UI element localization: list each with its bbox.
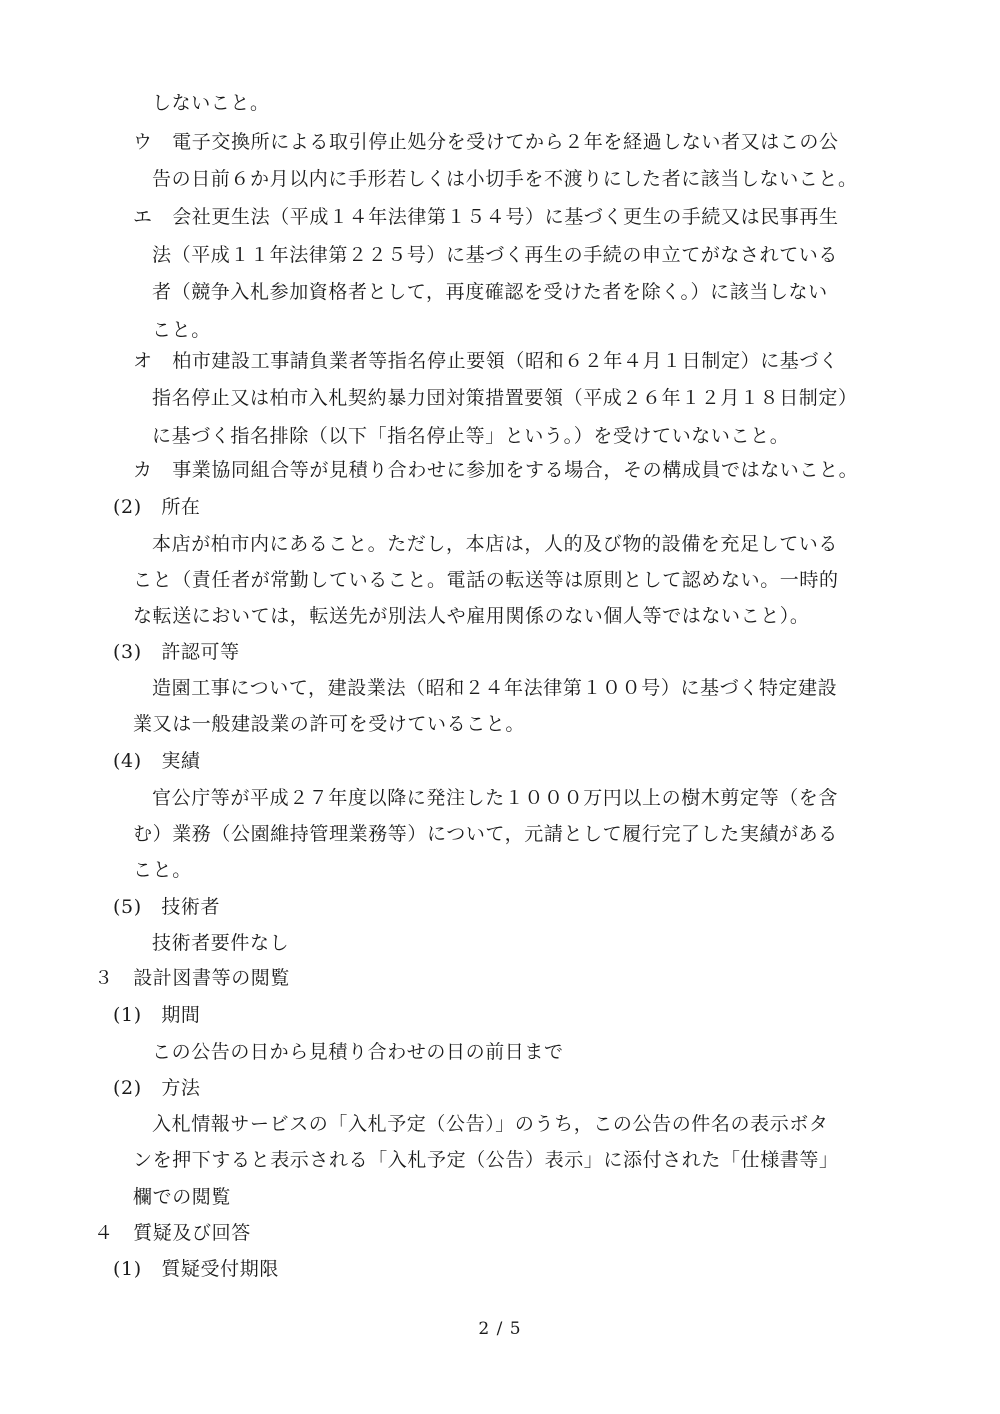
text-line: 法（平成１１年法律第２２５号）に基づく再生の手続の申立てがなされている (152, 244, 839, 266)
page-number: 2 / 5 (478, 1319, 522, 1339)
text-line: こと（責任者が常勤していること。電話の転送等は原則として認めない。一時的 (133, 569, 839, 591)
text-line: 本店が柏市内にあること。ただし，本店は，人的及び物的設備を充足している (152, 533, 839, 555)
text-line: な転送においては，転送先が別法人や雇用関係のない個人等ではないこと）。 (133, 605, 810, 627)
text-line: こと。 (133, 859, 192, 881)
text-line: カ 事業協同組合等が見積り合わせに参加をする場合，その構成員ではないこと。 (133, 459, 859, 481)
text-line: ウ 電子交換所による取引停止処分を受けてから２年を経過しない者又はこの公 (133, 131, 839, 153)
text-line: エ 会社更生法（平成１４年法律第１５４号）に基づく更生の手続又は民事再生 (133, 206, 839, 228)
text-line: しないこと。 (152, 92, 270, 114)
text-line: 業又は一般建設業の許可を受けていること。 (133, 713, 526, 735)
section-heading: (1) 期間 (113, 1004, 201, 1026)
text-line: に基づく指名排除（以下「指名停止等」という。）を受けていないこと。 (152, 425, 790, 447)
text-line: 官公庁等が平成２７年度以降に発注した１０００万円以上の樹木剪定等（を含 (152, 787, 839, 809)
section-heading: ３ 設計図書等の閲覧 (94, 967, 291, 989)
text-line: ンを押下すると表示される「入札予定（公告）表示」に添付された「仕様書等」 (133, 1149, 839, 1171)
text-line: こと。 (152, 319, 211, 341)
section-heading: ４ 質疑及び回答 (94, 1222, 251, 1244)
text-line: 者（競争入札参加資格者として，再度確認を受けた者を除く。）に該当しない (152, 281, 828, 303)
text-line: 技術者要件なし (152, 932, 290, 954)
section-heading: (2) 方法 (113, 1077, 201, 1099)
section-heading: (5) 技術者 (113, 896, 221, 918)
text-line: 告の日前６か月以内に手形若しくは小切手を不渡りにした者に該当しないこと。 (152, 168, 858, 190)
section-heading: (1) 質疑受付期限 (113, 1258, 279, 1280)
section-heading: (2) 所在 (113, 496, 201, 518)
text-line: 入札情報サービスの「入札予定（公告）」のうち，この公告の件名の表示ボタ (152, 1113, 829, 1135)
text-line: 造園工事について，建設業法（昭和２４年法律第１００号）に基づく特定建設 (152, 677, 838, 699)
text-line: 欄での閲覧 (133, 1186, 232, 1208)
section-heading: (3) 許認可等 (113, 641, 240, 663)
section-heading: (4) 実績 (113, 750, 201, 772)
text-line: この公告の日から見積り合わせの日の前日まで (152, 1041, 564, 1063)
text-line: 指名停止又は柏市入札契約暴力団対策措置要領（平成２６年１２月１８日制定） (152, 387, 858, 409)
text-line: オ 柏市建設工事請負業者等指名停止要領（昭和６２年４月１日制定）に基づく (133, 350, 839, 372)
text-line: む）業務（公園維持管理業務等）について，元請として履行完了した実績がある (133, 823, 838, 845)
